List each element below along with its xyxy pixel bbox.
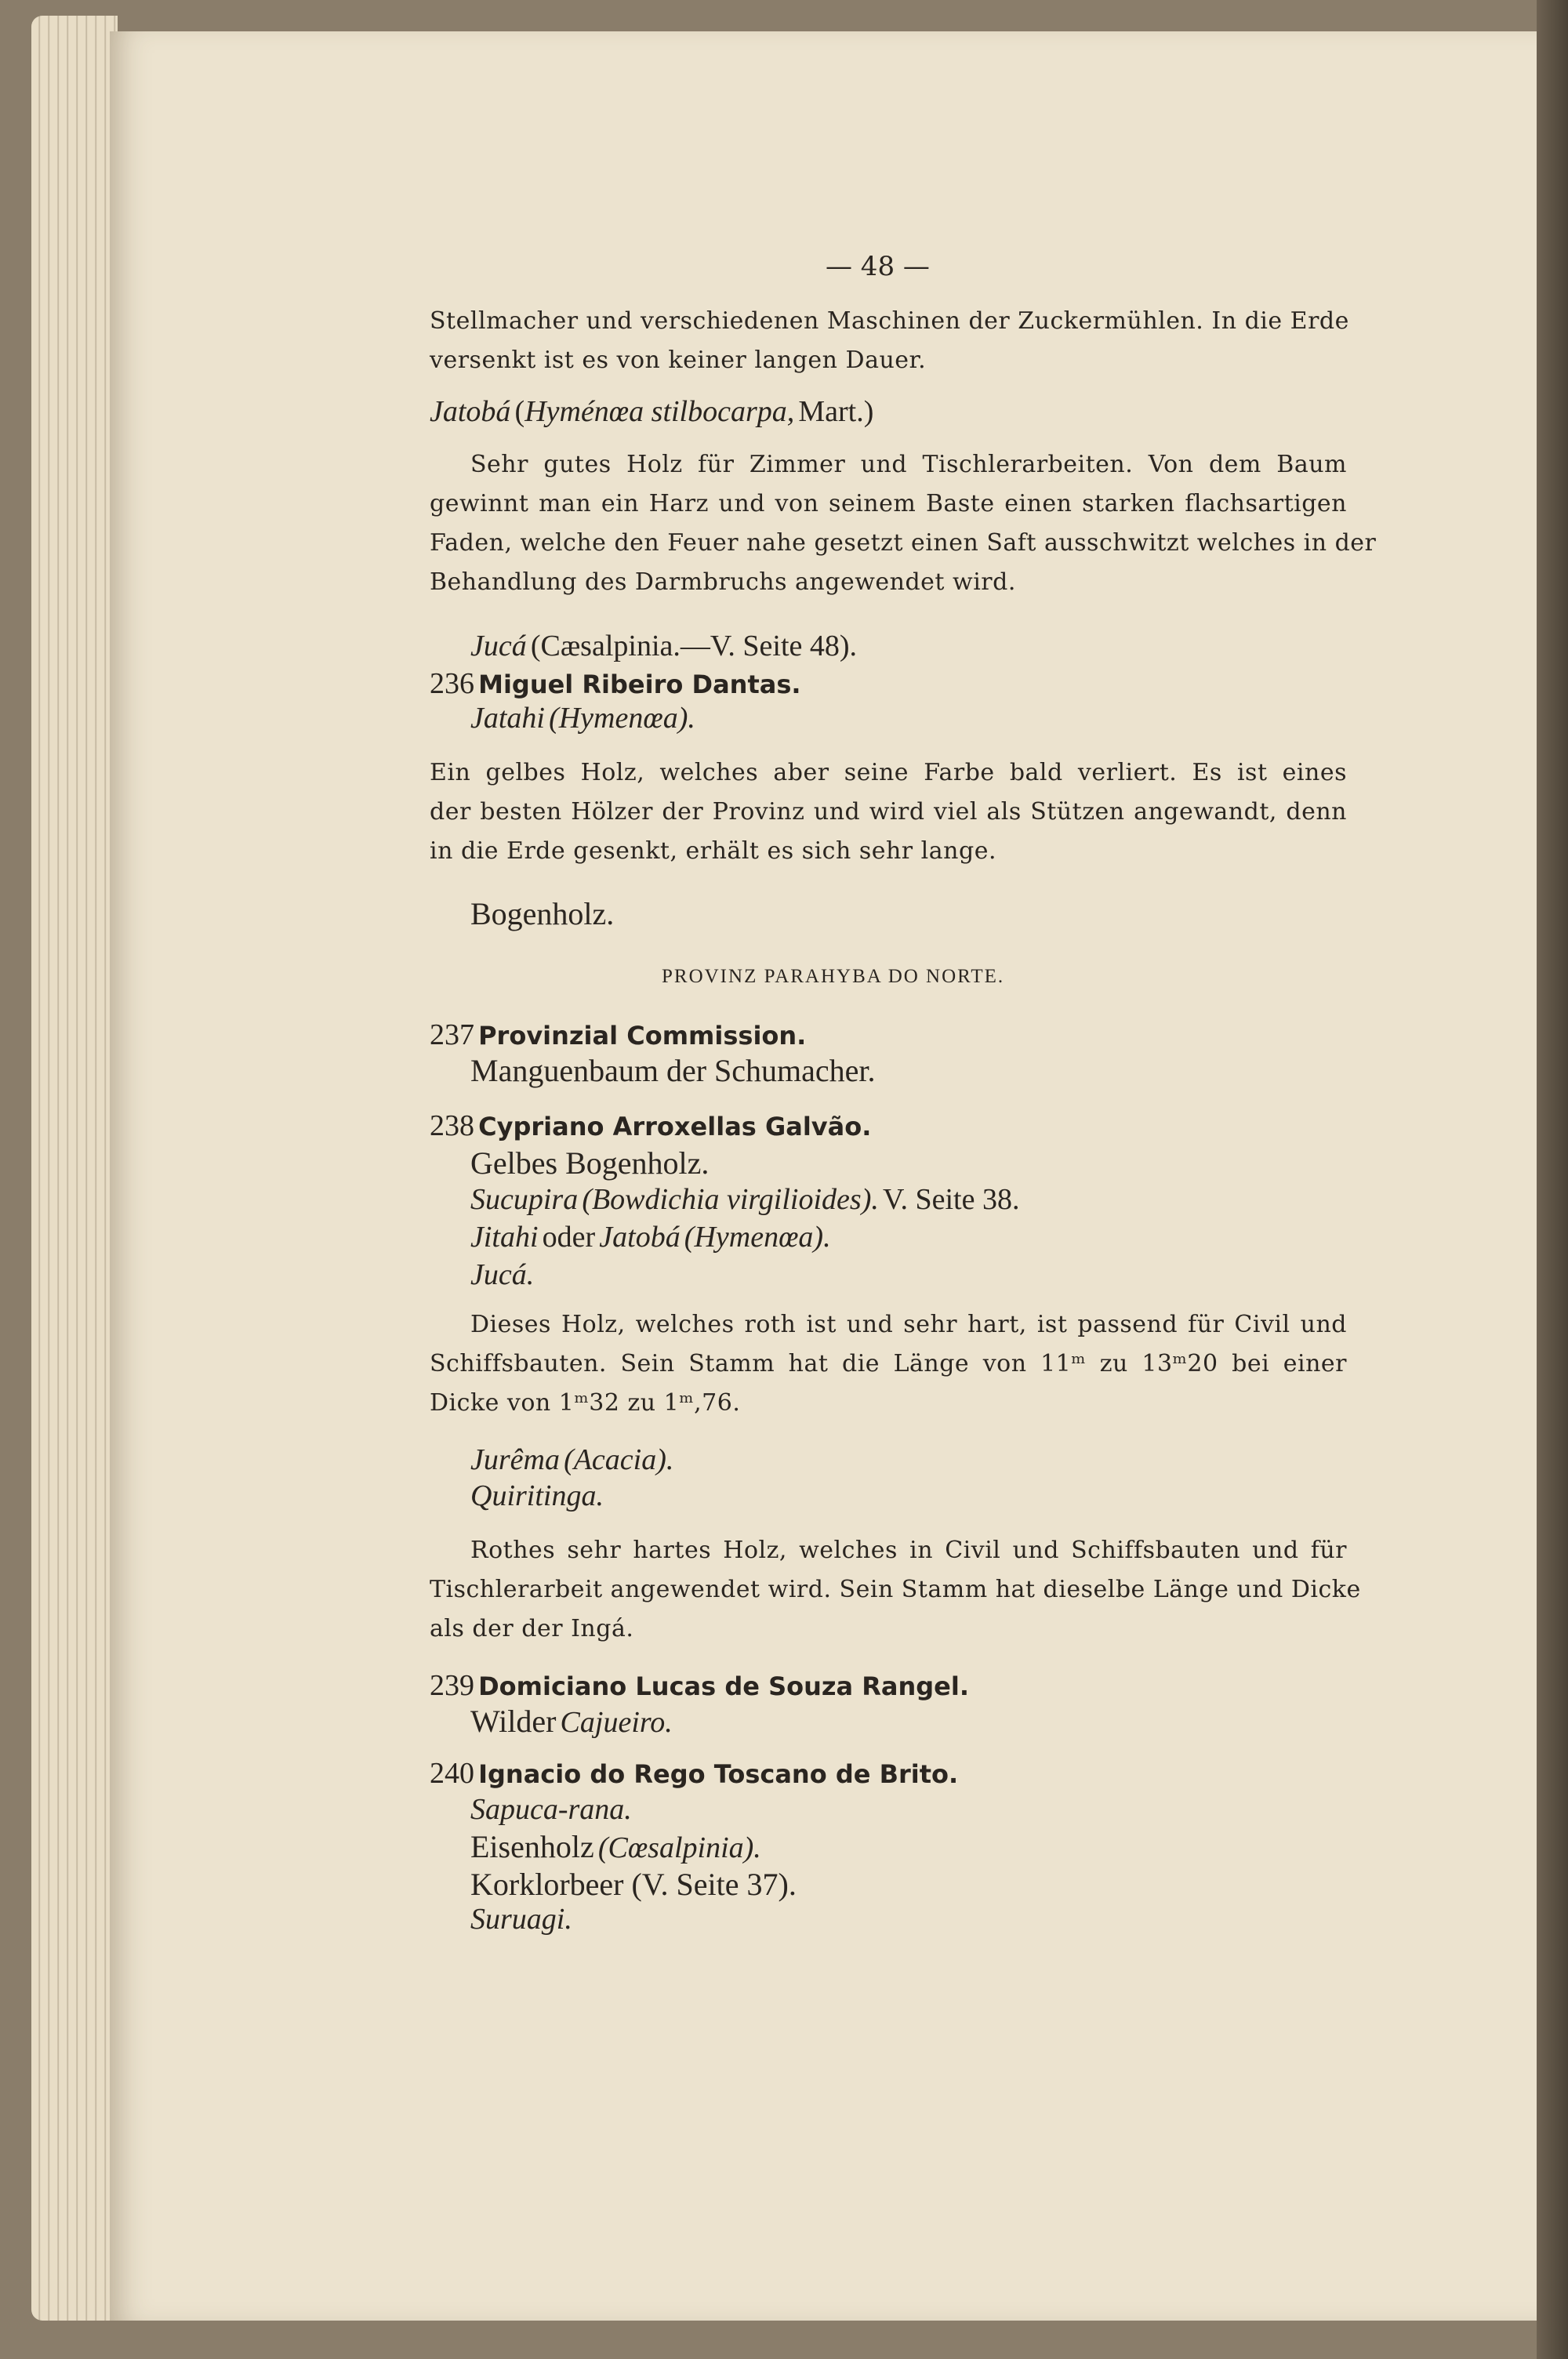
book-page	[110, 31, 1537, 2321]
entry-240-number: 240	[430, 1757, 474, 1790]
para3-line3: in die Erde gesenkt, erhält es sich sehr lange.	[430, 837, 996, 865]
entry-239-number: 239	[430, 1669, 474, 1702]
entry-237	[430, 1018, 806, 1052]
page-number: — 48 —	[826, 251, 930, 282]
jatahi-name: Jatahi	[470, 702, 545, 735]
entry-238-name: Cypriano Arroxellas Galvão.	[478, 1112, 872, 1141]
para4-line3: Dicke von 1ᵐ32 zu 1ᵐ,76.	[430, 1389, 741, 1417]
jatoba-name: Jatobá	[430, 395, 511, 428]
cajueiro-name: Cajueiro.	[560, 1706, 673, 1739]
entry-238-item2	[470, 1182, 1019, 1217]
jatoba-latin: Hyménœa stilbocarpa,	[524, 395, 795, 428]
wilder-label: Wilder	[470, 1704, 557, 1739]
jurema-latin: (Acacia).	[564, 1443, 674, 1476]
entry-238-item3	[470, 1220, 831, 1254]
entry-238-item4: Jucá.	[470, 1258, 535, 1291]
jatoba-author: Mart.)	[798, 395, 874, 428]
jatoba-paren: (	[514, 395, 525, 428]
para1-line2: versenkt ist es von keiner langen Dauer.	[430, 347, 927, 374]
juca-name: Jucá	[470, 630, 527, 662]
entry-240	[430, 1756, 958, 1791]
entry-239-name: Domiciano Lucas de Souza Rangel.	[478, 1671, 969, 1701]
para4-line1: Dieses Holz, welches roth ist und sehr hart, ist passend für Civil und	[470, 1311, 1347, 1338]
entry-236-name: Miguel Ribeiro Dantas.	[478, 670, 801, 699]
book-page-edges	[31, 16, 118, 2321]
para2-line1: Sehr gutes Holz für Zimmer und Tischlerarbeiten. Von dem Baum	[470, 451, 1347, 478]
para4-line2: Schiffsbauten. Sein Stamm hat die Länge von 11ᵐ zu 13ᵐ20 bei einer	[430, 1350, 1347, 1377]
entry-240-item1: Sapuca-rana.	[470, 1793, 632, 1826]
facing-page-edge	[1537, 0, 1568, 2359]
juca-ref: (Cæsalpinia.—V. Seite 48).	[530, 630, 858, 662]
entry-239-item	[470, 1703, 673, 1740]
province-heading: PROVINZ PARAHYBA DO NORTE.	[662, 966, 1005, 987]
entry-238	[430, 1109, 871, 1143]
heading-jatahi	[470, 701, 695, 735]
entry-237-number: 237	[430, 1018, 474, 1051]
entry-236-number: 236	[430, 667, 474, 700]
entry-240-item2	[470, 1828, 761, 1865]
para5-line1: Rothes sehr hartes Holz, welches in Civil und Schiffsbauten und für	[470, 1537, 1347, 1564]
entry-240-item4: Suruagi.	[470, 1903, 572, 1936]
entry-236	[430, 666, 801, 701]
entry-239	[430, 1668, 969, 1703]
eisenholz-latin: (Cœsalpinia).	[597, 1831, 761, 1864]
para2-line4: Behandlung des Darmbruchs angewendet wird.	[430, 568, 1016, 596]
sucupira-latin: (Bowdichia virgilioides).	[582, 1183, 879, 1216]
entry-240-name: Ignacio do Rego Toscano de Brito.	[478, 1759, 959, 1789]
para1-line1: Stellmacher und verschiedenen Maschinen der Zuckermühlen. In die Erde	[430, 307, 1349, 335]
para3-line1: Ein gelbes Holz, welches aber seine Farbe bald verliert. Es ist eines	[430, 759, 1347, 786]
para3-line2: der besten Hölzer der Provinz und wird viel als Stützen angewandt, denn	[430, 798, 1347, 826]
para5-line2: Tischlerarbeit angewendet wird. Sein Stamm hat dieselbe Länge und Dicke	[430, 1576, 1361, 1603]
entry-238-item1: Gelbes Bogenholz.	[470, 1145, 710, 1181]
entry-240-item3: Korklorbeer (V. Seite 37).	[470, 1867, 797, 1902]
sucupira-name: Sucupira	[470, 1183, 579, 1216]
jitahi-jatoba: Jatobá	[599, 1221, 681, 1254]
bogenholz: Bogenholz.	[470, 896, 615, 931]
heading-juca	[470, 629, 857, 663]
entry-237-name: Provinzial Commission.	[478, 1021, 807, 1051]
jitahi-oder: oder	[542, 1221, 596, 1254]
eisenholz-label: Eisenholz	[470, 1829, 594, 1864]
heading-jurema	[470, 1443, 673, 1477]
heading-jatoba	[430, 394, 873, 429]
jitahi-name: Jitahi	[470, 1221, 539, 1254]
quiritinga: Quiritinga.	[470, 1479, 604, 1512]
jatahi-latin: (Hymenœa).	[549, 702, 695, 735]
para5-line3: als der der Ingá.	[430, 1615, 634, 1642]
para2-line3: Faden, welche den Feuer nahe gesetzt einen Saft ausschwitzt welches in der	[430, 529, 1377, 557]
sucupira-ref: V. Seite 38.	[882, 1183, 1020, 1216]
jitahi-latin: (Hymenœa).	[684, 1221, 831, 1254]
entry-238-number: 238	[430, 1109, 474, 1142]
entry-237-item: Manguenbaum der Schumacher.	[470, 1053, 876, 1088]
jurema-name: Jurêma	[470, 1443, 560, 1476]
para2-line2: gewinnt man ein Harz und von seinem Baste einen starken flachsartigen	[430, 490, 1347, 517]
